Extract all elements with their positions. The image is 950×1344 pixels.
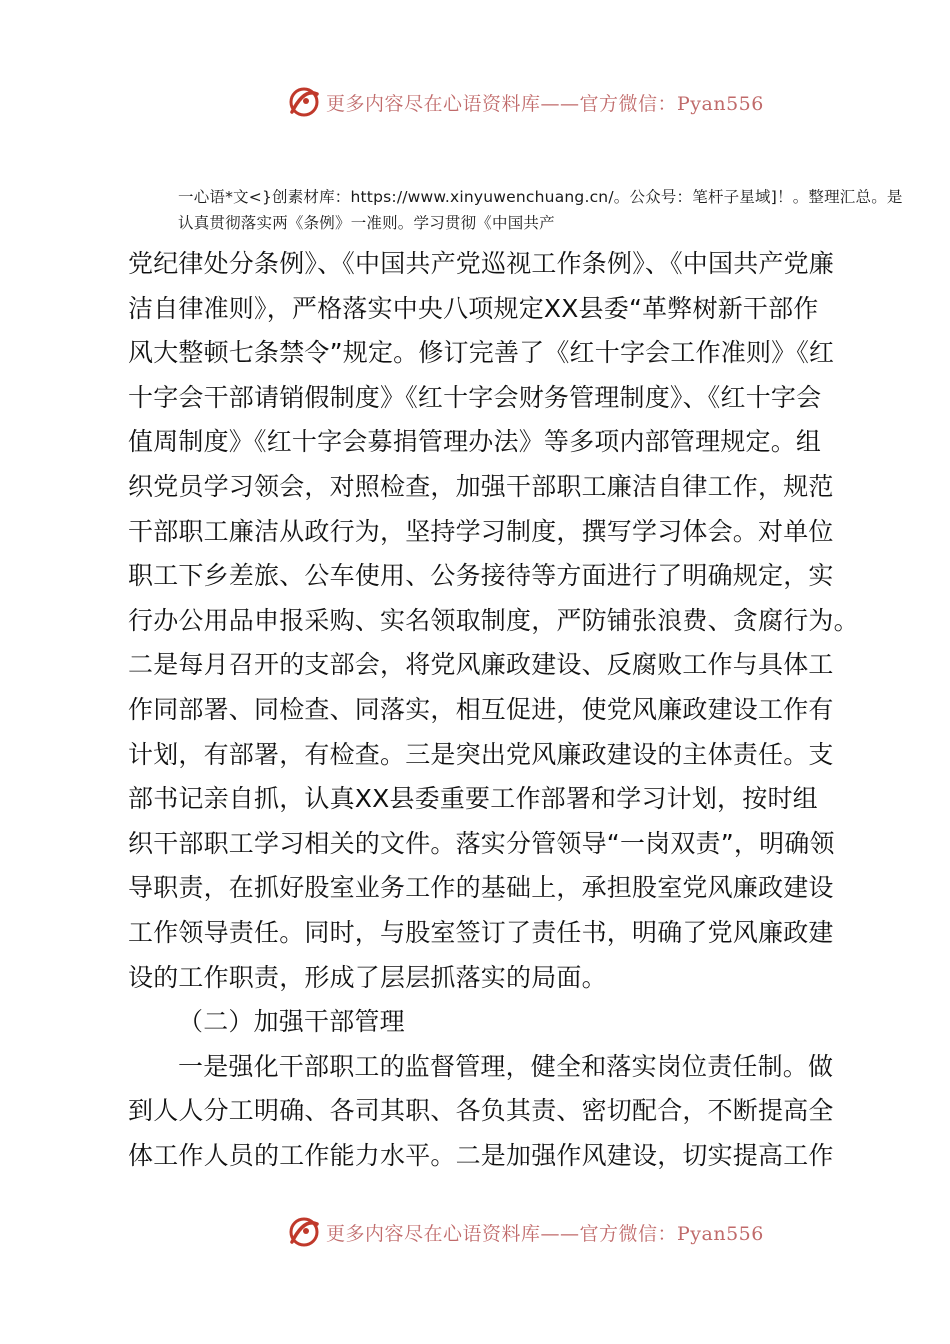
body-line: 织干部职工学习相关的文件。落实分管领导“一岗双责”，明确领 (128, 828, 835, 858)
body-line: 干部职工廉洁从政行为，坚持学习制度，撰写学习体会。对单位 (128, 516, 834, 546)
brush-logo-icon (286, 1214, 322, 1250)
body-line: 工作领导责任。同时，与股室签订了责任书，明确了党风廉政建 (128, 917, 834, 947)
body-line: 行办公用品申报采购、实名领取制度，严防铺张浪费、贪腐行为。 (128, 605, 859, 635)
document-body (128, 242, 888, 1178)
body-line: 值周制度》《红十字会募捐管理办法》等多项内部管理规定。组 (128, 427, 822, 457)
watermark-banner-top (286, 82, 764, 122)
body-line: 风大整顿七条禁令”规定。修订完善了《红十字会工作准则》《红 (128, 338, 835, 368)
body-line: 到人人分工明确、各司其职、各负其责、密切配合，不断提高全 (128, 1096, 834, 1126)
source-note (178, 184, 938, 236)
body-line: 一是强化干部职工的监督管理，健全和落实岗位责任制。做 (178, 1051, 834, 1081)
brush-logo-icon (286, 84, 322, 120)
body-line: 体工作人员的工作能力水平。二是加强作风建设，切实提高工作 (128, 1140, 834, 1170)
body-line: 计划，有部署，有检查。三是突出党风廉政建设的主体责任。支 (128, 739, 834, 769)
watermark-banner-bottom (286, 1212, 764, 1252)
body-line: 设的工作职责，形成了层层抓落实的局面。 (128, 962, 607, 992)
section-heading: （二）加强干部管理 (178, 1007, 405, 1037)
body-line: 作同部署、同检查、同落实，相互促进，使党风廉政建设工作有 (128, 694, 834, 724)
body-line: 职工下乡差旅、公车使用、公务接待等方面进行了明确规定，实 (128, 561, 834, 591)
body-line: 导职责，在抓好股室业务工作的基础上，承担股室党风廉政建设 (128, 873, 834, 903)
body-line: 部书记亲自抓，认真XX县委重要工作部署和学习计划，按时组 (128, 784, 818, 814)
watermark-text: 更多内容尽在心语资料库——官方微信：Pyan556 (326, 92, 764, 115)
body-line: 十字会干部请销假制度》《红十字会财务管理制度》、《红十字会 (128, 382, 822, 412)
body-line: 洁自律准则》，严格落实中央八项规定XX县委“革弊树新干部作 (128, 293, 819, 323)
note-line: 一心语*文<}创素材库：https://www.xinyuwenchuang.cn/。公众号：笔杆子星域]！。整理汇总。是 (178, 188, 903, 206)
body-line: 织党员学习领会，对照检查，加强干部职工廉洁自律工作，规范 (128, 471, 834, 501)
body-line: 党纪律处分条例》、《中国共产党巡视工作条例》、《中国共产党廉 (128, 249, 835, 278)
note-line: 认真贯彻落实两《条例》一准则。学习贯彻《中国共产 (178, 214, 555, 232)
body-line: 二是每月召开的支部会，将党风廉政建设、反腐败工作与具体工 (128, 650, 834, 680)
watermark-text: 更多内容尽在心语资料库——官方微信：Pyan556 (326, 1222, 764, 1245)
